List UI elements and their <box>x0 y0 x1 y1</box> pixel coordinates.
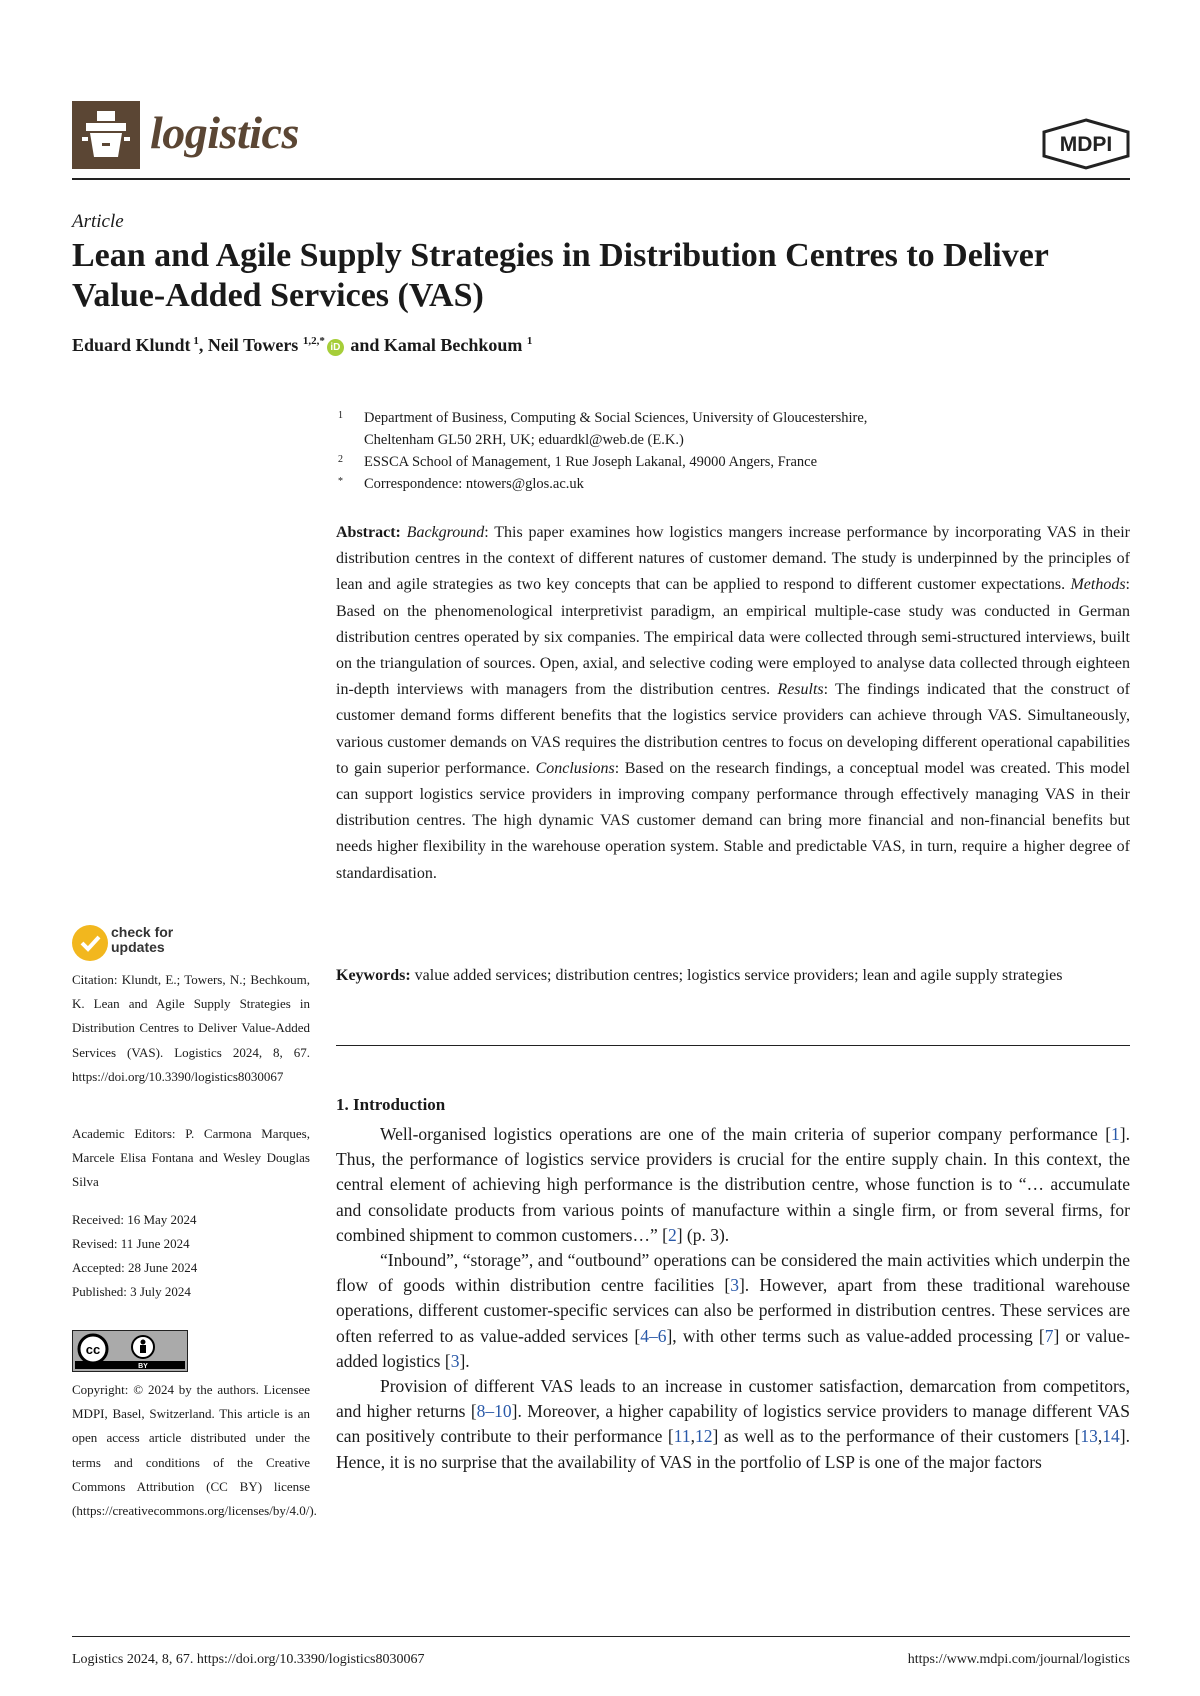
check-updates-icon[interactable] <box>72 925 108 961</box>
svg-text:cc: cc <box>85 1342 101 1357</box>
article-type: Article <box>72 211 124 232</box>
citation-link[interactable]: 1 <box>1111 1124 1120 1144</box>
cc-by-license-icon[interactable] <box>72 1330 188 1372</box>
svg-text:MDPI: MDPI <box>1059 133 1113 156</box>
citation-block: Citation: Klundt, E.; Towers, N.; Bechkoum, K. Lean and Agile Supply Strategies in Distribution Centres to Deliver Value-Added Services (VAS). Logistics 2024, 8, 67. https://doi.org/10.3390/logistics8030067 <box>72 972 310 1084</box>
orcid-icon[interactable]: iD <box>327 339 344 356</box>
date-accepted: Accepted: 28 June 2024 <box>72 1260 198 1275</box>
footer-journal-link[interactable]: https://www.mdpi.com/journal/logistics <box>907 1652 1130 1667</box>
citation-link[interactable]: 3 <box>450 1350 460 1371</box>
author-name[interactable]: Kamal Bechkoum <box>383 335 523 355</box>
author-affil-sup: 1 <box>526 335 533 347</box>
copyright-notice: Copyright: © 2024 by the authors. Licensee MDPI, Basel, Switzerland. This article is an open access article distributed under the terms and conditions of the Creative Commons Attribution (CC BY) license (https://creativecommons.org/licenses/by/4.0/). <box>72 1382 317 1519</box>
mdpi-logo[interactable] <box>1040 118 1132 175</box>
check-updates-link[interactable]: check for updates <box>111 924 174 955</box>
paragraph: Provision of different VAS leads to an increase in customer satisfaction, demarcation from competitors, and higher returns [8–10]. Moreover, a higher capability of logistics service providers to manage different VAS can positively contribute to their performance [11,12] as well as to the performance of their customers [13,14]. Hence, it is no surprise that the availability of VAS in the portfolio of LSP is one of the major factors <box>336 1376 1130 1472</box>
citation-link[interactable]: 7 <box>1044 1325 1054 1346</box>
author-affil-sup: 1,2,* <box>302 335 325 347</box>
affiliation: ESSCA School of Management, 1 Rue Joseph Lakanal, 49000 Angers, France <box>364 454 818 470</box>
section-heading: 1. Introduction <box>336 1095 446 1114</box>
section-divider <box>336 1045 1130 1046</box>
citation-link[interactable]: 8–10 <box>476 1401 512 1422</box>
affiliation-mark: 1 <box>338 410 343 421</box>
author-name[interactable]: Neil Towers <box>207 335 299 355</box>
paragraph: Well-organised logistics operations are one of the main criteria of superior company performance [1]. Thus, the performance of logistics service providers is crucial for the entire supply chain. In this context, the central element of achieving high performance is the distribution centre, whose function is to “… accumulate and consolidate products from various points of manufacture within a single firm, or from several firms, for combined shipment to common customers…” [2] (p. 3). <box>336 1124 1130 1245</box>
citation-link[interactable]: 13 <box>1080 1426 1098 1447</box>
citation-link[interactable]: 4–6 <box>640 1325 667 1346</box>
citation-link[interactable]: 3 <box>730 1275 739 1296</box>
affiliation: Department of Business, Computing & Social Sciences, University of Gloucestershire, Cheltenham GL50 2RH, UK; eduardkl@web.de (E.K.) <box>364 410 868 448</box>
journal-name: logistics <box>150 107 299 158</box>
footer-citation: Logistics 2024, 8, 67. https://doi.org/10.3390/logistics8030067 <box>72 1652 425 1667</box>
citation-link[interactable]: 12 <box>695 1426 713 1447</box>
header-divider <box>72 178 1130 180</box>
abstract-label: Abstract: <box>336 524 401 541</box>
journal-logo-icon <box>72 101 140 169</box>
date-received: Received: 16 May 2024 <box>72 1212 197 1227</box>
introduction-body <box>336 1122 1130 1475</box>
author-list: Eduard Klundt $^1$, Neil Towers $^{1,2,*}$iD and Kamal Bechkoum $^1$ <box>72 335 533 355</box>
date-published: Published: 3 July 2024 <box>72 1284 191 1299</box>
correspondence: Correspondence: ntowers@glos.ac.uk <box>364 476 584 492</box>
affiliation-mark: * <box>338 476 343 487</box>
svg-text:BY: BY <box>138 1363 148 1370</box>
keywords: Keywords: value added services; distribution centres; logistics service providers; lean and agile supply strategies <box>336 967 1063 984</box>
author-name[interactable]: Eduard Klundt <box>72 335 191 355</box>
footer-divider <box>72 1636 1130 1637</box>
keywords-label: Keywords: <box>336 967 411 984</box>
author-affil-sup: 1 <box>193 335 199 347</box>
affiliation-mark: 2 <box>338 454 343 465</box>
citation-link[interactable]: 11 <box>673 1426 691 1447</box>
abstract: Abstract: Background: This paper examines how logistics mangers increase performance by incorporating VAS in their distribution centres in the context of different natures of customer demand. The study is underpinned by the principles of lean and agile strategies as two key concepts that can be applied to respond to different customer expectations. Methods: Based on the phenomenological interpretivist paradigm, an empirical multiple-case study was conducted in German distribution centres operated by six companies. The empirical data were collected through semi-structured interviews, built on the triangulation of sources. Open, axial, and selective coding were employed to analyse data collected through eighteen in-depth interviews with managers from the distribution centres. Results: The findings indicated that the construct of customer demand forms different benefits that the logistics service providers can achieve through VAS. Simultaneously, various customer demands on VAS requires the distribution centres to focus on developing different operational capabilities to gain superior performance. Conclusions: Based on the research findings, a conceptual model was created. This model can support logistics service providers in improving company performance through effectively managing VAS in their distribution centres. The high dynamic VAS customer demand can bring more financial and non-financial benefits but needs higher flexibility in the warehouse operation system. Stable and predictable VAS, in turn, require a higher degree of standardisation. <box>336 524 1131 882</box>
academic-editors: Academic Editors: P. Carmona Marques, Marcele Elisa Fontana and Wesley Douglas Silva <box>72 1126 310 1190</box>
citation-link[interactable]: 14 <box>1102 1426 1120 1447</box>
page-title: Lean and Agile Supply Strategies in Distribution Centres to Deliver Value-Added Services (VAS) <box>72 237 1049 314</box>
paragraph: “Inbound”, “storage”, and “outbound” operations can be considered the main activities which underpin the flow of goods within distribution centre facilities [3]. However, apart from these traditional warehouse operations, different customer-specific services can also be performed in distribution centres. These services are often referred to as value-added services [4–6], with other terms such as value-added processing [7] or value-added logistics [3]. <box>336 1250 1130 1371</box>
date-revised: Revised: 11 June 2024 <box>72 1236 190 1251</box>
citation-link[interactable]: 2 <box>667 1224 677 1245</box>
